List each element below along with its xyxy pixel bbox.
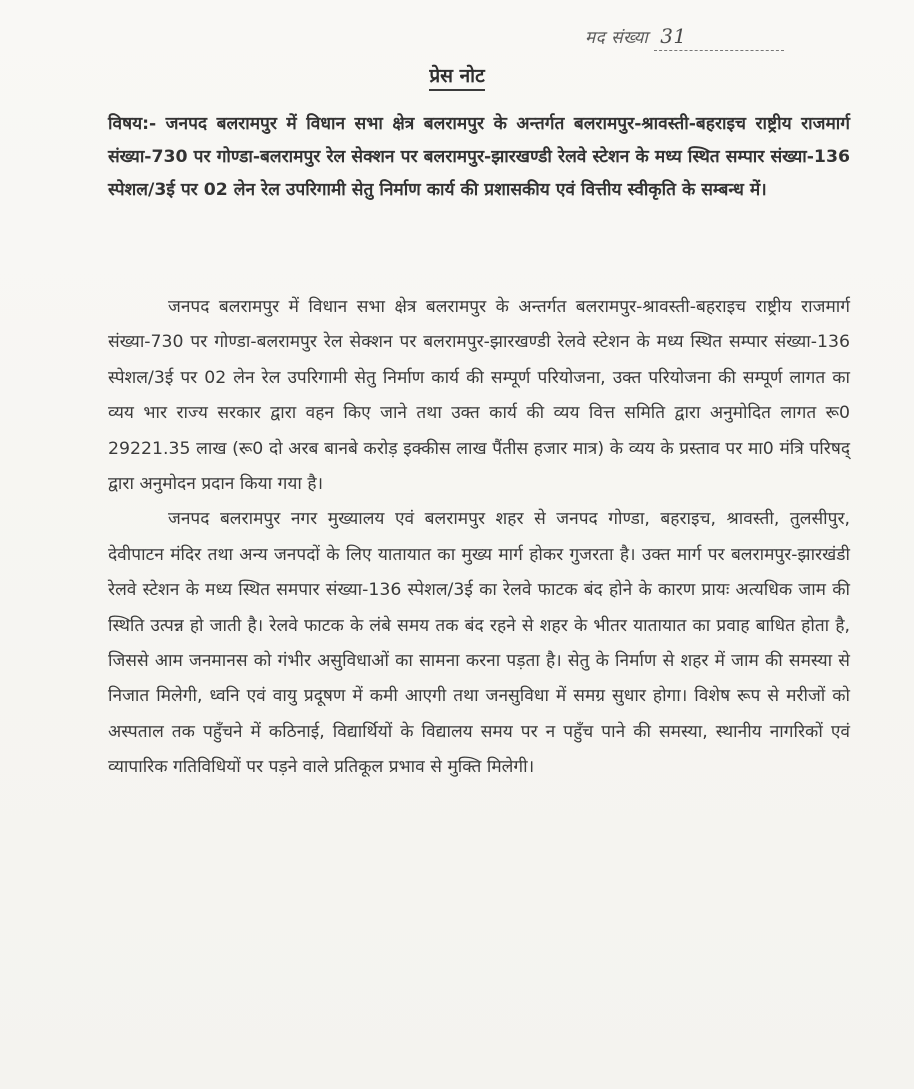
subject-paragraph: विषय:- जनपद बलरामपुर में विधान सभा क्षेत्र बलरामपुर के अन्तर्गत बलरामपुर-श्रावस्ती-बहराइच राष्ट्रीय राजमार्ग संख्या-730 पर गोण्डा-बलरामपुर रेल सेक्शन पर बलरामपुर-झारखण्डी रेलवे स्टेशन के मध्य स्थित सम्पार संख्या-136 स्पेशल/3ई पर 02 लेन रेल उपरिगामी सेतु निर्माण कार्य की प्रशासकीय एवं वित्तीय स्वीकृति के सम्बन्ध में।	[108, 114, 850, 200]
paragraph-approval: जनपद बलरामपुर में विधान सभा क्षेत्र बलरामपुर के अन्तर्गत बलरामपुर-श्रावस्ती-बहराइच राष्ट्रीय राजमार्ग संख्या-730 पर गोण्डा-बलरामपुर रेल सेक्शन पर बलरामपुर-झारखण्डी रेलवे स्टेशन के मध्य स्थित सम्पार संख्या-136 स्पेशल/3ई पर 02 लेन रेल उपरिगामी सेतु निर्माण कार्य की सम्पूर्ण परियोजना, उक्त परियोजना की सम्पूर्ण लागत का व्यय भार राज्य सरकार द्वारा वहन किए जाने तथा उक्त कार्य की व्यय वित्त समिति द्वारा अनुमोदित लागत रू0 29221.35 लाख (रू0 दो अरब बानबे करोड़ इक्कीस लाख पैंतीस हजार मात्र) के व्यय के प्रस्ताव पर मा0 मंत्रि परिषद् द्वारा अनुमोदन प्रदान किया गया है।	[108, 297, 850, 495]
page-title	[0, 62, 914, 88]
heading-text: प्रेस नोट	[429, 65, 484, 91]
paragraph-benefits: जनपद बलरामपुर नगर मुख्यालय एवं बलरामपुर शहर से जनपद गोण्डा, बहराइच, श्रावस्ती, तुलसीपुर, देवीपाटन मंदिर तथा अन्य जनपदों के लिए यातायात का मुख्य मार्ग होकर गुजरता है। उक्त मार्ग पर बलरामपुर-झारखंडी रेलवे स्टेशन के मध्य स्थित समपार संख्या-136 स्पेशल/3ई का रेलवे फाटक बंद होने के कारण प्रायः अत्यधिक जाम की स्थिति उत्पन्न हो जाती है। रेलवे फाटक के लंबे समय तक बंद रहने से शहर के भीतर यातायात का प्रवाह बाधित होता है, जिससे आम जनमानस को गंभीर असुविधाओं का सामना करना पड़ता है। सेतु के निर्माण से शहर में जाम की समस्या से निजात मिलेगी, ध्वनि एवं वायु प्रदूषण में कमी आएगी तथा जनसुविधा में समग्र सुधार होगा। विशेष रूप से मरीजों को अस्पताल तक पहुँचने में कठिनाई, विद्यार्थियों के विद्यालय समय पर न पहुँच पाने की समस्या, स्थानीय नागरिकों एवं व्यापारिक गतिविधियों पर पड़ने वाले प्रतिकूल प्रभाव से मुक्ति मिलेगी।	[108, 509, 850, 778]
handwritten-reference	[585, 24, 835, 58]
reference-label: मद संख्या	[585, 28, 649, 48]
body-text	[108, 290, 850, 786]
reference-number: 31	[654, 24, 784, 51]
